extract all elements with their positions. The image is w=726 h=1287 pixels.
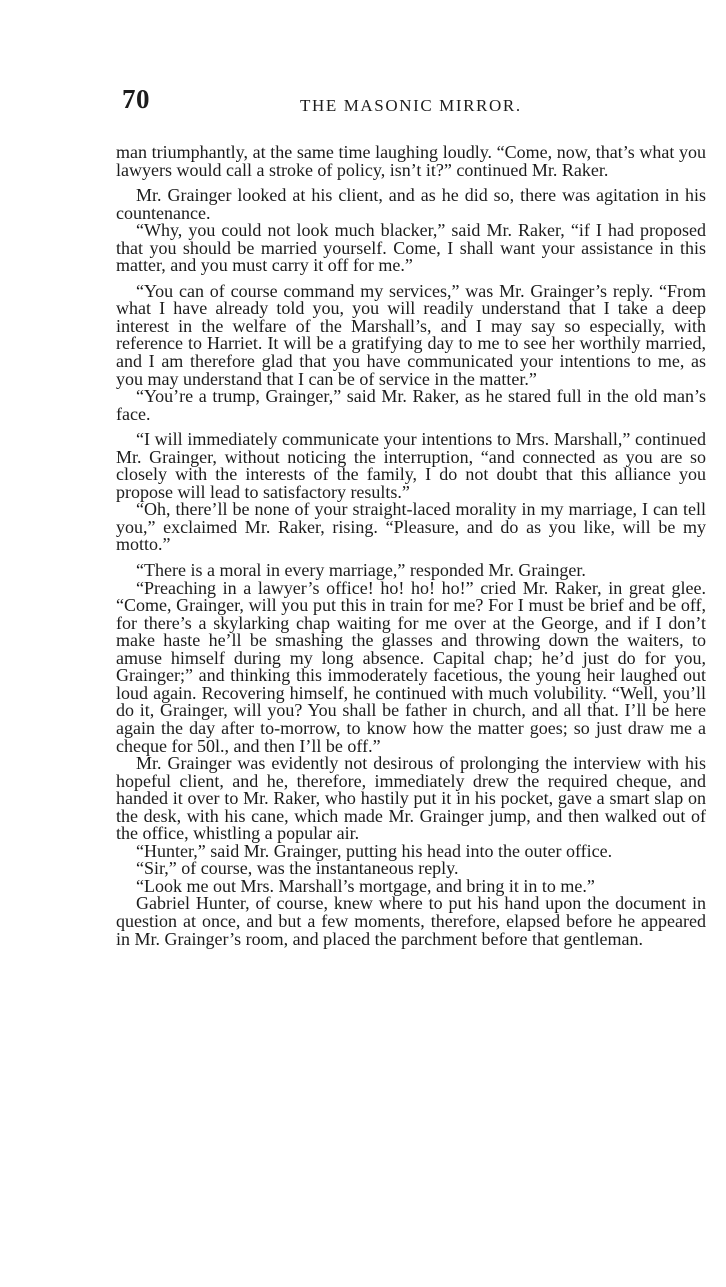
paragraph: man triumphantly, at the same time laughing loudly. “Come, now, that’s what you lawyers would call a stroke of policy, isn’t it?” continued Mr. Raker. — [116, 142, 706, 180]
paragraph: “Preaching in a lawyer’s office! ho! ho! ho!” cried Mr. Raker, in great glee. “Come, Grainger, will you put this in train for me? For I must be brief and be off, for there’s a skylarking chap waiting for me over at the George, and if I don’t make haste he’ll be smashing the glasses and throwing down the waiters, to amuse himself during my long absence. Capital chap; he’d just do for you, Grainger;” and thinking this immoderately facetious, the young heir laughed out loud again. Recovering himself, he continued with much volubility. “Well, you’ll do it, Grainger, will you? You shall be father in church, and all that. I’ll be here again the day after to-morrow, to know how the matter goes; so just draw me a cheque for 50l., and then I’ll be off.” — [116, 577, 706, 756]
paragraph: “Look me out Mrs. Marshall’s mortgage, and bring it in to me.” — [136, 875, 595, 896]
page-header — [122, 84, 704, 124]
paragraph: “Oh, there’ll be none of your straight-laced morality in my marriage, I can tell you,” exclaimed Mr. Raker, rising. “Pleasure, and do as you like, will be my motto.” — [116, 499, 706, 555]
paragraph: “There is a moral in every marriage,” responded Mr. Grainger. — [136, 560, 586, 581]
paragraph: “Sir,” of course, was the instantaneous reply. — [136, 858, 459, 879]
paragraph: Mr. Grainger looked at his client, and as he did so, there was agitation in his countenance. — [116, 185, 706, 223]
paragraph: “You’re a trump, Grainger,” said Mr. Raker, as he stared full in the old man’s face. — [116, 386, 706, 424]
body-text — [116, 144, 706, 948]
paragraph: “You can of course command my services,” was Mr. Grainger’s reply. “From what I have already told you, you will readily understand that I take a deep interest in the welfare of the Marshall’s, and I may say so especially, with reference to Harriet. It will be a gratifying day to me to see her worthily married, and I am therefore glad that you have communicated your intentions to me, as you may understand that I can be of service in the matter.” — [116, 280, 706, 389]
page-number: 70 — [122, 84, 150, 114]
running-title: THE MASONIC MIRROR. — [300, 96, 522, 115]
paragraph: Mr. Grainger was evidently not desirous of prolonging the interview with his hopeful client, and he, therefore, immediately drew the required cheque, and handed it over to Mr. Raker, who hastily put it in his pocket, gave a smart slap on the desk, with his cane, which made Mr. Grainger jump, and then walked out of the office, whistling a popular air. — [116, 753, 706, 844]
paragraph: Gabriel Hunter, of course, knew where to put his hand upon the document in question at once, and but a few moments, therefore, elapsed before he appeared in Mr. Grainger’s room, and placed the parchment before that gentleman. — [116, 893, 706, 949]
paragraph: “Hunter,” said Mr. Grainger, putting his head into the outer office. — [136, 840, 613, 861]
paragraph: “I will immediately communicate your intentions to Mrs. Marshall,” continued Mr. Grainger, without noticing the interruption, “and connected as you are so closely with the interests of the family, I do not doubt that this alliance you propose will lead to satisfactory results.” — [116, 429, 706, 502]
paragraph: “Why, you could not look much blacker,” said Mr. Raker, “if I had proposed that you should be married yourself. Come, I shall want your assistance in this matter, and you must carry it off for me.” — [116, 220, 706, 276]
